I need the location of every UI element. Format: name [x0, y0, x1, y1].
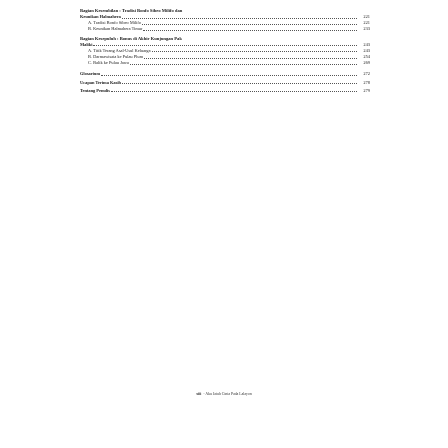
dot-leader: [144, 58, 357, 59]
toc-entry-label: A. Titik Terang Asal-Usul Keluarga: [88, 47, 151, 53]
toc-entry-page: 243: [363, 47, 370, 53]
dot-leader: [142, 24, 357, 25]
toc-entry-label: B. Keunikan Halmahera Timur: [88, 26, 143, 32]
table-of-contents: [80, 8, 370, 94]
toc-entry-page: 233: [363, 26, 370, 32]
toc-entry-about-author[interactable]: [80, 88, 370, 94]
footer-book-title: Aku Jatuh Cinta Pada Lalayon: [205, 392, 252, 396]
toc-entry-page: 278: [363, 79, 370, 85]
toc-entry-label: A. Tradisi Bonfo Sibeo Milifo: [88, 20, 142, 26]
toc-entry-label: Ucapan Terima Kasih: [80, 79, 121, 85]
toc-entry-page: 279: [363, 87, 370, 93]
page-footer: [0, 392, 448, 396]
dot-leader: [122, 18, 357, 19]
footer-page-number: xiii: [196, 392, 202, 396]
dot-leader: [152, 51, 357, 52]
toc-section-9: [80, 8, 370, 33]
dot-leader: [130, 64, 357, 65]
toc-entry[interactable]: [80, 26, 370, 32]
footer-separator: -: [203, 392, 205, 396]
toc-entry-label: B. Darmawisata ke Pulau Plum: [88, 54, 143, 60]
toc-entry-page: 243: [363, 41, 370, 47]
toc-section-10: [80, 36, 370, 67]
dot-leader: [101, 75, 357, 76]
toc-entry-label: Keunikan Halmahera: [80, 14, 121, 19]
section-title: Bagian Kesepuluh : Bonus di Akhir Kunjungan Pak: [80, 35, 182, 41]
toc-entry-label: Maliki: [80, 41, 93, 47]
toc-entry-label: Tentang Penulis: [80, 87, 110, 93]
toc-entry-label: C. Balik ke Pulau Jawa: [88, 60, 129, 66]
toc-entry-page: 254: [363, 54, 370, 60]
dot-leader: [93, 45, 357, 46]
section-title: Bagian Kesembilan : Tradisi Bonfo Sibeo Milifo dan: [80, 8, 183, 13]
toc-entry-page: 272: [363, 71, 370, 77]
toc-entry[interactable]: [80, 60, 370, 66]
toc-entry-label: Glosarium: [80, 71, 101, 77]
toc-entry-page: 221: [363, 14, 370, 19]
dot-leader: [111, 91, 357, 92]
toc-entry-page: 221: [363, 20, 370, 26]
toc-entry-page: 269: [363, 60, 370, 66]
dot-leader: [122, 83, 357, 84]
dot-leader: [143, 30, 357, 31]
